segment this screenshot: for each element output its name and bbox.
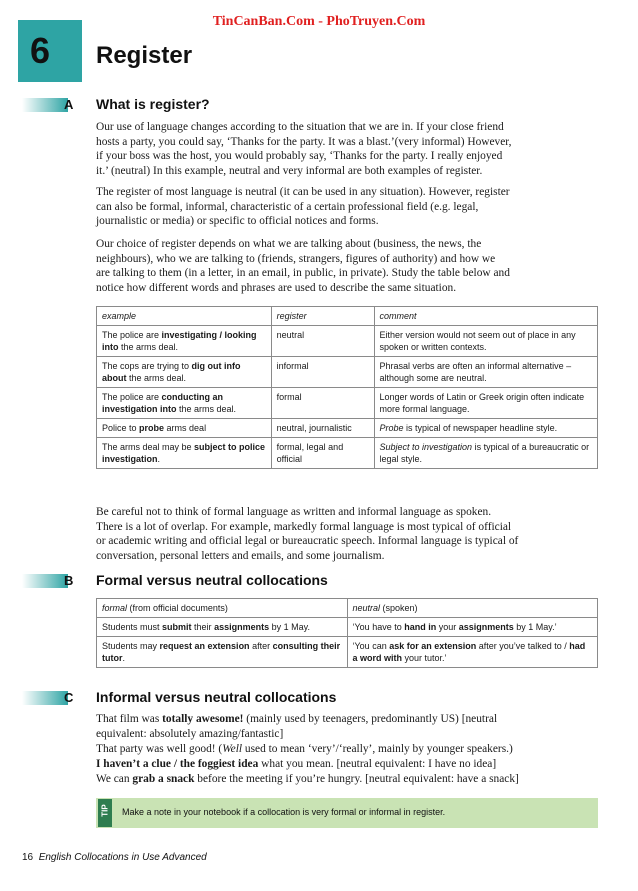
section-b-letter: B xyxy=(64,573,74,588)
example-cell: The police are conducting an investigation into the arms deal. xyxy=(97,388,272,419)
register-cell: informal xyxy=(271,357,374,388)
table-row xyxy=(97,438,598,469)
text-line: We can grab a snack before the meeting if you’re hungry. [neutral equivalent: have a snack] xyxy=(96,773,519,785)
neutral-cell: ‘You have to hand in your assignments by 1 May.’ xyxy=(347,618,598,637)
text-line: I haven’t a clue / the foggiest idea what you mean. [neutral equivalent: I have no idea] xyxy=(96,758,497,770)
formal-cell: Students may request an extension after consulting their tutor. xyxy=(97,637,348,668)
text-line: There is a lot of overlap. For example, markedly formal language is most typical of official xyxy=(96,520,512,533)
section-b-heading: Formal versus neutral collocations xyxy=(96,572,328,588)
section-a-letter: A xyxy=(64,97,74,112)
comment-cell: Probe is typical of newspaper headline style. xyxy=(374,419,598,438)
text-line: if your boss was the host, you would probably say, ‘Thanks for the party. I really enjoyed xyxy=(96,150,503,163)
text-line: are talking to them (in a letter, in an email, in public, in private). Study the table below and xyxy=(96,267,510,280)
text-line: equivalent: absolutely amazing/fantastic] xyxy=(96,728,284,740)
header-register: register xyxy=(271,307,374,326)
example-cell: The arms deal may be subject to police investigation. xyxy=(97,438,272,469)
comment-cell: Either version would not seem out of place in any spoken or written contexts. xyxy=(374,326,598,357)
table-row xyxy=(97,419,598,438)
example-cell: Police to probe arms deal xyxy=(97,419,272,438)
header-neutral: neutral (spoken) xyxy=(347,599,598,618)
text-line: notice how different words and phrases are used to describe the same situation. xyxy=(96,281,457,294)
section-c-bar xyxy=(22,691,68,705)
text-line: Be careful not to think of formal language as written and informal language as spoken. xyxy=(96,506,492,518)
text-line: The register of most language is neutral (it can be used in any situation). However, register xyxy=(96,186,510,198)
paragraph-3 xyxy=(96,237,596,295)
comment-cell: Subject to investigation is typical of a bureaucratic or legal style. xyxy=(374,438,598,469)
paragraph-4 xyxy=(96,505,596,563)
unit-number: 6 xyxy=(30,30,51,71)
register-cell: neutral, journalistic xyxy=(271,419,374,438)
neutral-cell: ‘You can ask for an extension after you’ve talked to / had a word with your tutor.’ xyxy=(347,637,598,668)
table-row xyxy=(97,388,598,419)
register-table xyxy=(96,306,598,469)
text-line: it.’ (neutral) In this example, neutral and very informal are both examples of register. xyxy=(96,164,483,177)
table-row xyxy=(97,326,598,357)
table-row xyxy=(97,357,598,388)
formal-neutral-table xyxy=(96,598,598,668)
section-a-bar xyxy=(22,98,68,112)
formal-cell: Students must submit their assignments by 1 May. xyxy=(97,618,348,637)
comment-cell: Longer words of Latin or Greek origin often indicate more formal language. xyxy=(374,388,598,419)
header-comment: comment xyxy=(374,307,598,326)
section-c-heading: Informal versus neutral collocations xyxy=(96,689,337,705)
example-cell: The cops are trying to dig out info about the arms deal. xyxy=(97,357,272,388)
section-a-heading: What is register? xyxy=(96,96,210,112)
tip-text: Make a note in your notebook if a collocation is very formal or informal in register. xyxy=(122,807,446,817)
text-line: journalistic or media) or specific to official notices and forms. xyxy=(96,215,379,228)
paragraph-1 xyxy=(96,120,596,178)
comment-cell: Phrasal verbs are often an informal alternative – although some are neutral. xyxy=(374,357,598,388)
unit-title: Register xyxy=(96,42,193,69)
example-cell: The police are investigating / looking into the arms deal. xyxy=(97,326,272,357)
tip-label: TIP xyxy=(100,804,110,817)
table-row xyxy=(97,637,598,668)
header-example: example xyxy=(97,307,272,326)
text-line: conversation, personal letters and emails, and some journalism. xyxy=(96,549,385,562)
text-line: can also be formal, informal, characteristic of a certain professional field (e.g. legal, xyxy=(96,200,479,213)
register-cell: formal, legal and official xyxy=(271,438,374,469)
header-formal: formal (from official documents) xyxy=(97,599,348,618)
text-line: That film was totally awesome! (mainly used by teenagers, predominantly US) [neutral xyxy=(96,713,498,725)
page-number: 16 xyxy=(22,852,34,863)
text-line: Our choice of register depends on what we are talking about (business, the news, the xyxy=(96,238,482,250)
table-row xyxy=(97,618,598,637)
book-title: English Collocations in Use Advanced xyxy=(38,852,207,863)
paragraph-2 xyxy=(96,185,596,229)
text-line: hosts a party, you could say, ‘Thanks for the party. It was a blast.’(very informal) However, xyxy=(96,135,512,148)
page-footer xyxy=(22,852,207,863)
text-line: Our use of language changes according to the situation that we are in. If your close friend xyxy=(96,121,504,133)
text-line: neighbours), who we are talking to (friends, strangers, figures of authority) and how we xyxy=(96,252,496,265)
section-c-letter: C xyxy=(64,690,74,705)
watermark-text: TinCanBan.Com - PhoTruyen.Com xyxy=(212,14,426,29)
register-cell: formal xyxy=(271,388,374,419)
text-line: or academic writing and official legal or bureaucratic speech. Informal language is typical of xyxy=(96,535,519,548)
text-line: That party was well good! (Well used to mean ‘very’/‘really’, mainly by younger speakers.) xyxy=(96,743,513,755)
register-cell: neutral xyxy=(271,326,374,357)
section-b-bar xyxy=(22,574,68,588)
